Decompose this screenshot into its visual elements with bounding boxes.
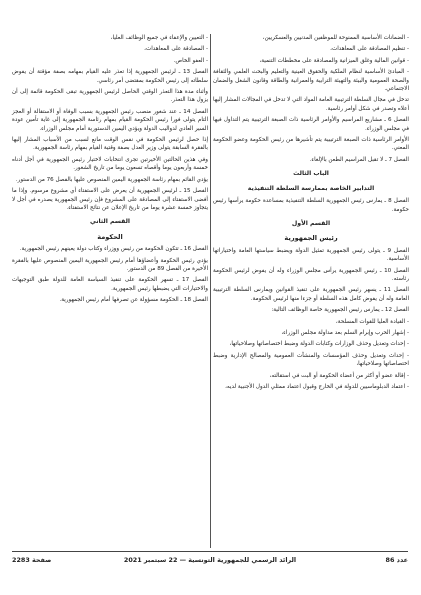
- article-paragraph: - إحداث وتعديل وحذف الوزارات وكتابات الدولة وضبط اختصاصاتها وصلاحياتها،: [229, 341, 409, 348]
- left-column: [12, 34, 208, 308]
- article-paragraph: الفصل 12 ـ يمارس رئيس الجمهورية خاصة الوظائف التالية:: [271, 307, 409, 314]
- article-paragraph: يؤدي القائم بمهام رئاسة الجمهورية اليمين المنصوص عليها بالفصل 76 من الدستور.: [15, 176, 208, 183]
- article-paragraph: وأثناء مدة هذا التعذر الوقتي الحاصل لرئيس الجمهورية تبقى الحكومة قائمة إلى أن يزول هذا التعذر.: [12, 89, 208, 104]
- section-heading: الباب الثالث: [293, 170, 329, 178]
- section-heading: القسم الثاني: [89, 218, 131, 226]
- article-paragraph: - إشهار الحرب وإبرام السلم بعد مداولة مجلس الوزراء،: [281, 329, 409, 336]
- article-paragraph: الفصل 11 ـ يسهر رئيس الجمهورية على تنفيذ القوانين ويمارس السلطة الترتيبية العامة وله أن يفوض كامل هذه السلطة أو جزءا منها لرئيس الحكومة.: [213, 287, 409, 302]
- column-divider: [210, 34, 211, 548]
- article-paragraph: - المبادئ الأساسية لنظام الملكية والحقوق العينية والتعليم والبحث العلمي والثقافة والصحة العمومية والبيئة والتهيئة الترابية والعمرانية والطاقة وقانون الشغل والضمان الاجتماعي.: [213, 69, 409, 93]
- article-paragraph: الفصل 13 ـ لرئيس الجمهورية إذا تعذر عليه القيام بمهامه بصفة مؤقتة أن يفوض سلطاته إلى رئيس الحكومة بمقتضى أمر رئاسي.: [12, 69, 208, 84]
- section-heading: رئيس الجمهورية: [284, 234, 338, 243]
- article-paragraph: يؤدي رئيس الحكومة وأعضاؤها أمام رئيس الجمهورية اليمين المنصوص عليها بالفقرة الأخيرة من الفصل 89 من الدستور.: [12, 257, 208, 272]
- issue-number: عدد 86: [385, 556, 408, 564]
- article-paragraph: إذا حصل لرئيس الحكومة في نفس الوقت مانع لسبب من الأسباب المشار إليها بالفقرة السابقة يتولى وزير العدل بصفة وقتية القيام بمهام رئاسة الجمهورية.: [12, 137, 208, 152]
- article-paragraph: - المصادقة على المعاهدات،: [144, 46, 208, 53]
- article-paragraph: الفصل 6 ـ مشاريع المراسيم والأوامر الرئاسية ذات الصبغة الترتيبية يتم التداول فيها في مجلس الوزراء.: [213, 117, 409, 132]
- footer-divider: [12, 551, 408, 552]
- section-heading: التدابير الخاصة بممارسة السلطة التنفيذية: [247, 184, 375, 192]
- article-paragraph: الفصل 10 ـ رئيس الجمهورية يرأس مجلس الوزراء وله أن يفوض لرئيس الحكومة رئاسته.: [213, 267, 409, 282]
- journal-title-date: الرائد الرسمي للجمهورية التونسية — 22 سبتمبر 2021: [123, 556, 297, 564]
- article-paragraph: الفصل 8 ـ يمارس رئيس الجمهورية السلطة التنفيذية بمساعدة حكومة يرأسها رئيس حكومة.: [213, 198, 409, 213]
- article-paragraph: وفي هذين الحالتين الأخيرتين تجرى انتخابات لاختيار رئيس الجمهورية في أجل أدناه خمسة وأربعون يوما وأقصاه تسعون يوما من تاريخ الشغور.: [12, 156, 208, 172]
- article-paragraph: - التعيين والإعفاء في جميع الوظائف العليا،: [110, 35, 208, 41]
- article-paragraph: الفصل 7 ـ لا تقبل المراسيم الطعن بالإلغاء.: [309, 156, 409, 163]
- article-paragraph: - اعتماد الدبلوماسيين للدولة في الخارج وقبول اعتماد ممثلي الدول الأجنبية لديه،: [225, 384, 409, 390]
- article-paragraph: الفصل 16 ـ تتكون الحكومة من رئيس ووزراء وكتاب دولة يعينهم رئيس الجمهورية.: [19, 246, 208, 253]
- article-paragraph: الفصل 14 ـ عند شغور منصب رئيس الجمهورية بسبب الوفاة أو الاستقالة أو العجز التام يتولى فورا رئيس الحكومة القيام بمهام رئاسة الجمهورية إلى غاية تأمين عودة السير العادي لدواليب الدولة ويؤدي اليمين الدستورية أمام مجلس الوزراء.: [12, 108, 208, 132]
- article-paragraph: - تنظيم المصادقة على المعاهدات،: [330, 46, 409, 53]
- article-paragraph: - إحداث وتعديل وحذف المؤسسات والمنشآت العمومية والمصالح الإدارية وضبط اختصاصاتها وصلاحياتها،: [213, 352, 409, 368]
- article-paragraph: - إقالة عضو أو أكثر من أعضاء الحكومة أو البت في استقالته،: [269, 372, 409, 379]
- section-heading: الحكومة: [97, 232, 123, 241]
- article-paragraph: الفصل 18 ـ الحكومة مسؤولة عن تصرفها أمام رئيس الجمهورية.: [59, 297, 208, 304]
- section-heading: القسم الأول: [291, 219, 331, 227]
- article-paragraph: - القيادة العليا للقوات المسلحة،: [335, 318, 409, 325]
- article-paragraph: - قوانين المالية وغلق الميزانية والمصادقة على مخططات التنمية،: [259, 57, 409, 64]
- article-paragraph: الفصل 9 ـ يتولى رئيس الجمهورية تمثيل الدولة ويضبط سياستها العامة واختياراتها الأساسية.: [213, 247, 409, 263]
- article-paragraph: - العفو الخاص.: [173, 57, 208, 64]
- page-footer: [12, 556, 408, 568]
- article-paragraph: الفصل 17 ـ تسهر الحكومة على تنفيذ السياسة العامة للدولة طبق التوجيهات والاختيارات التي يضبطها رئيس الجمهورية.: [12, 277, 208, 292]
- page-number: صفحة 2283: [12, 556, 52, 564]
- article-paragraph: تدخل في مجال السلطة الترتيبية العامة المواد التي لا تدخل في المجالات المشار إليها أعلاه وتصدر في شكل أوامر رئاسية.: [213, 97, 409, 112]
- article-paragraph: الفصل 15 ـ لرئيس الجمهورية أن يعرض على الاستفتاء أي مشروع مرسوم. وإذا ما أفضى الاستفتاء إلى المصادقة على المشروع فإن رئيس الجمهورية يصدره في أجل لا يتجاوز خمسة عشرة يوما من تاريخ الإعلان عن نتائج الاستفتاء.: [12, 188, 208, 211]
- article-paragraph: - الضمانات الأساسية الممنوحة للموظفين المدنيين والعسكريين،: [262, 35, 409, 41]
- right-column: [213, 34, 409, 394]
- article-paragraph: الأوامر الرئاسية ذات الصبغة الترتيبية يتم تأشيرها من رئيس الحكومة وعضو الحكومة المعني.: [213, 137, 409, 152]
